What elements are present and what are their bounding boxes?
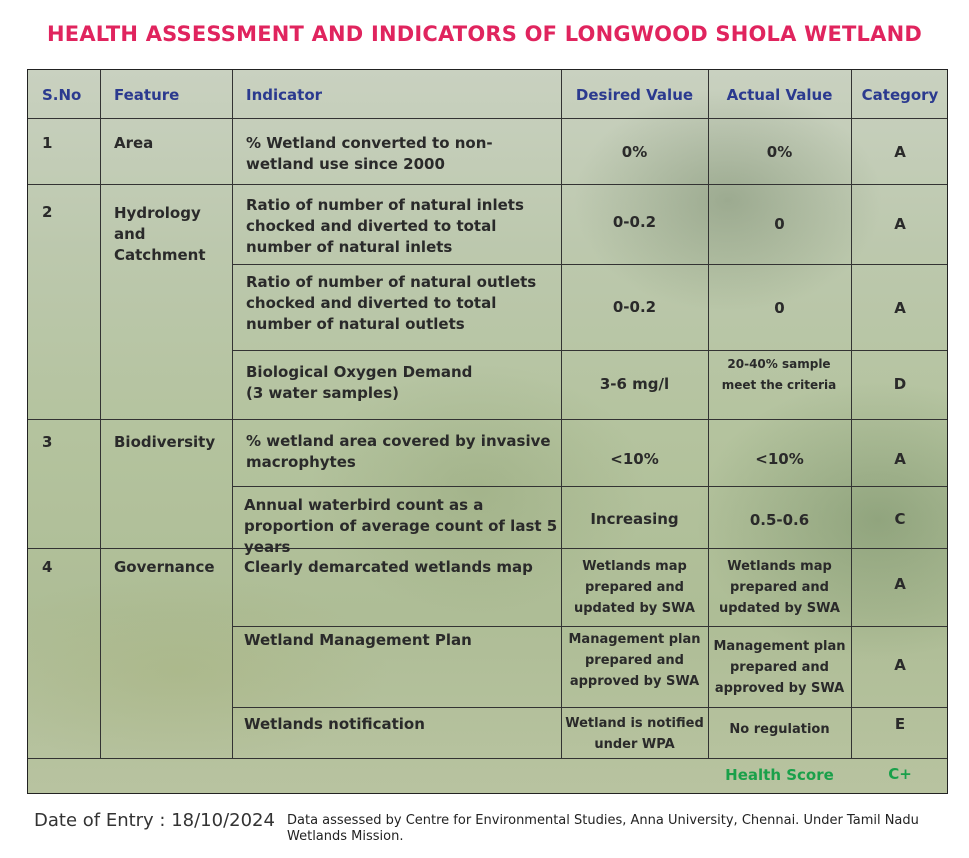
assessment-table (27, 69, 948, 794)
row-actual-value: 0.5-0.6 (749, 511, 810, 529)
health-score-label: Health Score (725, 766, 834, 784)
header-desired-value: Desired Value (575, 86, 694, 104)
page-title: HEALTH ASSESSMENT AND INDICATORS OF LONGWOOD SHOLA WETLAND (47, 22, 922, 46)
row-actual-value: 0 (774, 299, 785, 317)
row-category: A (894, 450, 906, 468)
row-actual-value: <10% (755, 450, 804, 468)
row-divider (232, 626, 948, 627)
header-indicator: Indicator (246, 86, 323, 104)
row-divider (232, 486, 948, 487)
row-divider (232, 350, 948, 351)
row-feature: Area (114, 134, 154, 152)
row-desired-value: <10% (610, 450, 659, 468)
row-category: A (894, 143, 906, 161)
row-sno: 1 (42, 134, 53, 152)
row-category: E (894, 715, 906, 733)
header-feature: Feature (114, 86, 180, 104)
row-divider (28, 184, 948, 185)
source-note: Data assessed by Centre for Environmental Studies, Anna University, Chennai. Under Tamil Nadu Wetlands Mission. (287, 813, 919, 844)
row-sno: 3 (42, 433, 53, 451)
header-category: Category (861, 86, 939, 104)
row-category: A (894, 215, 906, 233)
row-divider (28, 118, 948, 119)
row-category: A (894, 299, 906, 317)
row-desired-value: Increasing (590, 510, 679, 528)
row-indicator: Clearly demarcated wetlands map (244, 558, 533, 576)
row-actual-value: 0 (774, 215, 785, 233)
row-divider (28, 419, 948, 420)
column-divider (100, 70, 101, 758)
row-desired-value: 0-0.2 (612, 213, 657, 231)
header-sno: S.No (42, 86, 82, 104)
row-actual-value: 0% (766, 143, 793, 161)
row-indicator: % wetland area covered by invasive macrophytes (246, 432, 551, 471)
row-desired-value: 0% (621, 143, 648, 161)
row-actual-value: 20-40% sample meet the criteria (721, 357, 837, 392)
row-divider (232, 707, 948, 708)
row-indicator: Ratio of number of natural outlets chocked and diverted to total number of natural outlets (246, 273, 537, 333)
row-indicator: Wetland Management Plan (244, 631, 472, 649)
row-category: A (894, 575, 906, 593)
row-feature: Hydrology and Catchment (114, 204, 206, 264)
row-actual-value: Management plan prepared and approved by SWA (713, 639, 846, 696)
row-desired-value: 3-6 mg/l (599, 375, 670, 393)
row-category: C (894, 510, 906, 528)
row-indicator: % Wetland converted to non-wetland use since 2000 (246, 134, 493, 173)
row-indicator: Ratio of number of natural inlets chocked and diverted to total number of natural inlets (246, 196, 524, 256)
date-of-entry: Date of Entry : 18/10/2024 (34, 810, 275, 831)
row-desired-value: Wetlands map prepared and updated by SWA (574, 559, 695, 616)
health-score-value: C+ (888, 765, 912, 783)
row-sno: 2 (42, 203, 53, 221)
header-actual-value: Actual Value (726, 86, 833, 104)
row-indicator: Biological Oxygen Demand (3 water samples) (246, 363, 473, 402)
row-desired-value: Management plan prepared and approved by SWA (568, 632, 701, 689)
row-category: A (894, 656, 906, 674)
row-feature: Biodiversity (114, 433, 216, 451)
row-desired-value: Wetland is notified under WPA (565, 716, 704, 752)
row-actual-value: No regulation (729, 722, 830, 737)
row-category: D (893, 375, 907, 393)
row-divider (28, 758, 948, 759)
column-divider (232, 70, 233, 758)
row-feature: Governance (114, 558, 215, 576)
column-divider (708, 70, 709, 758)
row-divider (232, 264, 948, 265)
row-desired-value: 0-0.2 (612, 298, 657, 316)
row-indicator: Annual waterbird count as a proportion of average count of last 5 years (244, 496, 558, 556)
row-actual-value: Wetlands map prepared and updated by SWA (719, 559, 840, 616)
row-sno: 4 (42, 558, 53, 576)
row-indicator: Wetlands notification (244, 715, 425, 733)
